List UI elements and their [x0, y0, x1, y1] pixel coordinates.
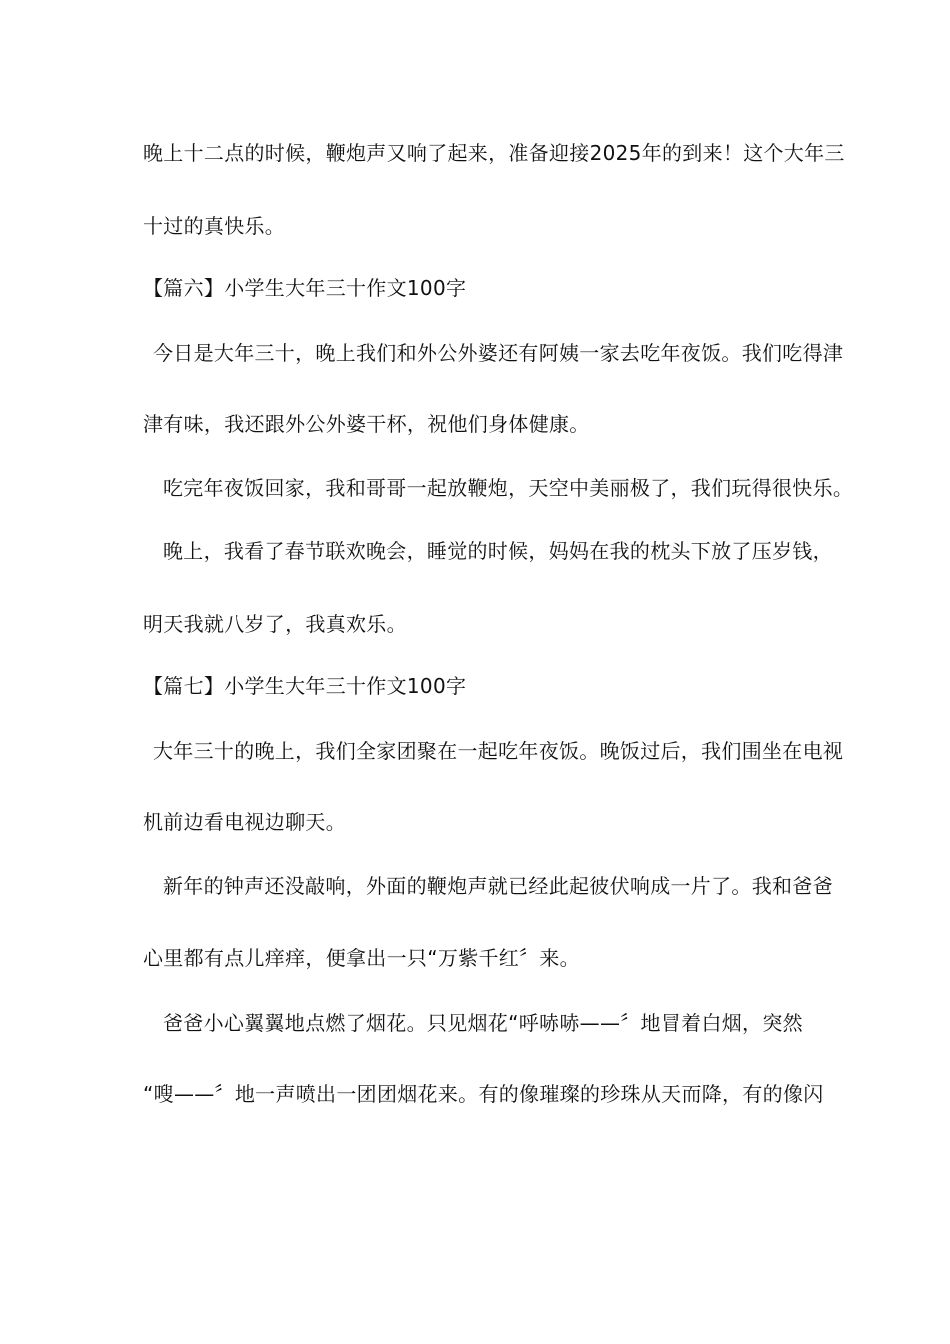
paragraph-line: 津有味，我还跟外公外婆干杯，祝他们身体健康。 [143, 412, 590, 436]
paragraph-line: 晚上十二点的时候，鞭炮声又响了起来，准备迎接2025年的到来！这个大年三 [143, 141, 845, 165]
paragraph-line: 爸爸小心翼翼地点燃了烟花。只见烟花“呼哧哧——〞地冒着白烟，突然 [163, 1011, 803, 1035]
paragraph-line: 明天我就八岁了，我真欢乐。 [143, 612, 407, 636]
paragraph-line: 晚上，我看了春节联欢晚会，睡觉的时候，妈妈在我的枕头下放了压岁钱， [163, 539, 833, 563]
section-heading: 【篇七】小学生大年三十作文100字 [143, 674, 467, 698]
section-heading: 【篇六】小学生大年三十作文100字 [143, 276, 467, 300]
paragraph-line: 今日是大年三十，晚上我们和外公外婆还有阿姨一家去吃年夜饭。我们吃得津 [153, 341, 844, 365]
paragraph-line: 十过的真快乐。 [143, 214, 286, 238]
paragraph-line: 大年三十的晚上，我们全家团聚在一起吃年夜饭。晚饭过后，我们围坐在电视 [153, 739, 844, 763]
paragraph-line: 新年的钟声还没敲响，外面的鞭炮声就已经此起彼伏响成一片了。我和爸爸 [163, 874, 833, 898]
paragraph-line: 心里都有点儿痒痒，便拿出一只“万紫千红〞来。 [143, 946, 580, 970]
paragraph-line: 机前边看电视边聊天。 [143, 810, 346, 834]
paragraph-line: 吃完年夜饭回家，我和哥哥一起放鞭炮，天空中美丽极了，我们玩得很快乐。 [163, 476, 854, 500]
paragraph-line: “嗖——〞地一声喷出一团团烟花来。有的像璀璨的珍珠从天而降，有的像闪 [143, 1082, 824, 1106]
